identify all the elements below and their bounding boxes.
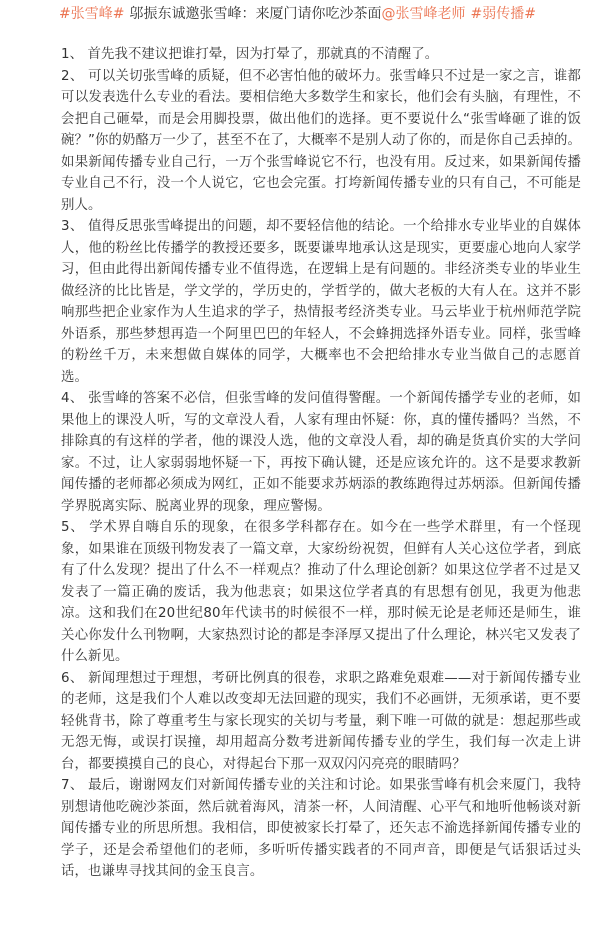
topic-link-zhangxuefeng[interactable]: #张雪峰#: [59, 6, 125, 22]
mention-link[interactable]: @张雪峰老师: [381, 6, 466, 22]
paragraph-5: 5、 学术界自嗨自乐的现象，在很多学科都存在。如今在一些学术群里，有一个怪现象，如果谁在顶级刊物发表了一篇文章，大家纷纷祝贺，但鲜有人关心这位学者，到底有了什么发现？提出了什么不一样观点？推动了什么理论创新？如果这位学者不过是又发表了一篇正确的废话，我为他悲哀；如果这位学者真的有思想有创见，我更为他悲凉。这和我们在20世纪80年代读书的时候很不一样，那时候无论是老师还是师生，谁关心你发什么刊物啊，大家热烈讨论的都是李泽厚又提出了什么理论，林兴宅又发表了什么新见。: [61, 520, 581, 664]
paragraph-1: 1、 首先我不建议把谁打晕，因为打晕了，那就真的不清醒了。: [61, 47, 439, 62]
post-body: [61, 44, 581, 883]
paragraph-7: 7、 最后，谢谢网友们对新闻传播专业的关注和讨论。如果张雪峰有机会来厦门，我特别想请他吃碗沙茶面，然后就着海风，清茶一杯，人间清醒、心平气和地听他畅谈对新闻传播专业的所思所想。我相信，即使被家长打晕了，还矢志不渝选择新闻传播专业的学子，还是会希望他们的老师，多听听传播实践者的不同声音，即便是气话狠话过头话，也谦卑寻找其间的金玉良言。: [61, 778, 581, 879]
paragraph-6: 6、 新闻理想过于理想，考研比例真的很卷，求职之路难免艰难——对于新闻传播专业的老师，这是我们个人难以改变却无法回避的现实，我们不必画饼，无须承诺，更不要轻佻背书，除了尊重考生与家长现实的关切与考量，剩下唯一可做的就是：想起那些或无怨无悔，或误打误撞，却用超高分数考进新闻传播专业的学生，我们每一次走上讲台，都要摸摸自己的良心，对得起台下那一双双闪闪亮亮的眼睛吗？: [61, 670, 581, 772]
paragraph-2: 2、 可以关切张雪峰的质疑，但不必害怕他的破坏力。张雪峰只不过是一家之言，谁都可以发表选什么专业的看法。要相信绝大多数学生和家长，他们会有头脑，有理性，不会把自己砸晕，而是会用脚投票，做出他们的选择。更不要说什么“张雪峰砸了谁的饭碗？”你的奶酪万一少了，甚至不在了，大概率不是别人动了你的，而是你自己丢掉的。如果新闻传播专业自己行，一万个张雪峰说它不行，也没有用。反过来，如果新闻传播专业自己不行，没一个人说它，它也会完蛋。打垮新闻传播专业的只有自己，不可能是别人。: [61, 68, 581, 213]
topic-link-ruochuanbo[interactable]: #弱传播#: [470, 6, 536, 22]
post-title: 邬振东诚邀张雪峰：来厦门请你吃沙茶面: [129, 6, 382, 22]
paragraph-4: 4、 张雪峰的答案不必信，但张雪峰的发问值得警醒。一个新闻传播学专业的老师，如果他上的课没人听，写的文章没人看，人家有理由怀疑：你，真的懂传播吗？当然，不排除真的有这样的学者，他的课没人选，他的文章没人看，却的确是货真价实的大学问家。不过，让人家弱弱地怀疑一下，再按下确认键，还是应该允许的。这不是要求教新闻传播的老师都必须成为网红，正如不能要求苏炳添的教练跑得过苏炳添。但新闻传播学界脱离实际、脱离业界的现象，理应警惕。: [61, 391, 581, 514]
paragraph-3: 3、 值得反思张雪峰提出的问题，却不要轻信他的结论。一个给排水专业毕业的自媒体人，他的粉丝比传播学的教授还要多，既要谦卑地承认这是现实，更要虚心地向人家学习，但由此得出新闻传播专业不值得选，在逻辑上是有问题的。非经济类专业的毕业生做经济的比比皆是，学文学的，学历史的，学哲学的，做大老板的大有人在。这并不影响那些把企业家作为人生追求的学子，热情报考经济类专业。马云毕业于杭州师范学院外语系，那些梦想再造一个阿里巴巴的年轻人，不会蜂拥选择外语专业。同样，张雪峰的粉丝千万，未来想做自媒体的同学，大概率也不会把给排水专业当做自己的志愿首选。: [61, 219, 581, 385]
post-title-line: [59, 4, 581, 26]
